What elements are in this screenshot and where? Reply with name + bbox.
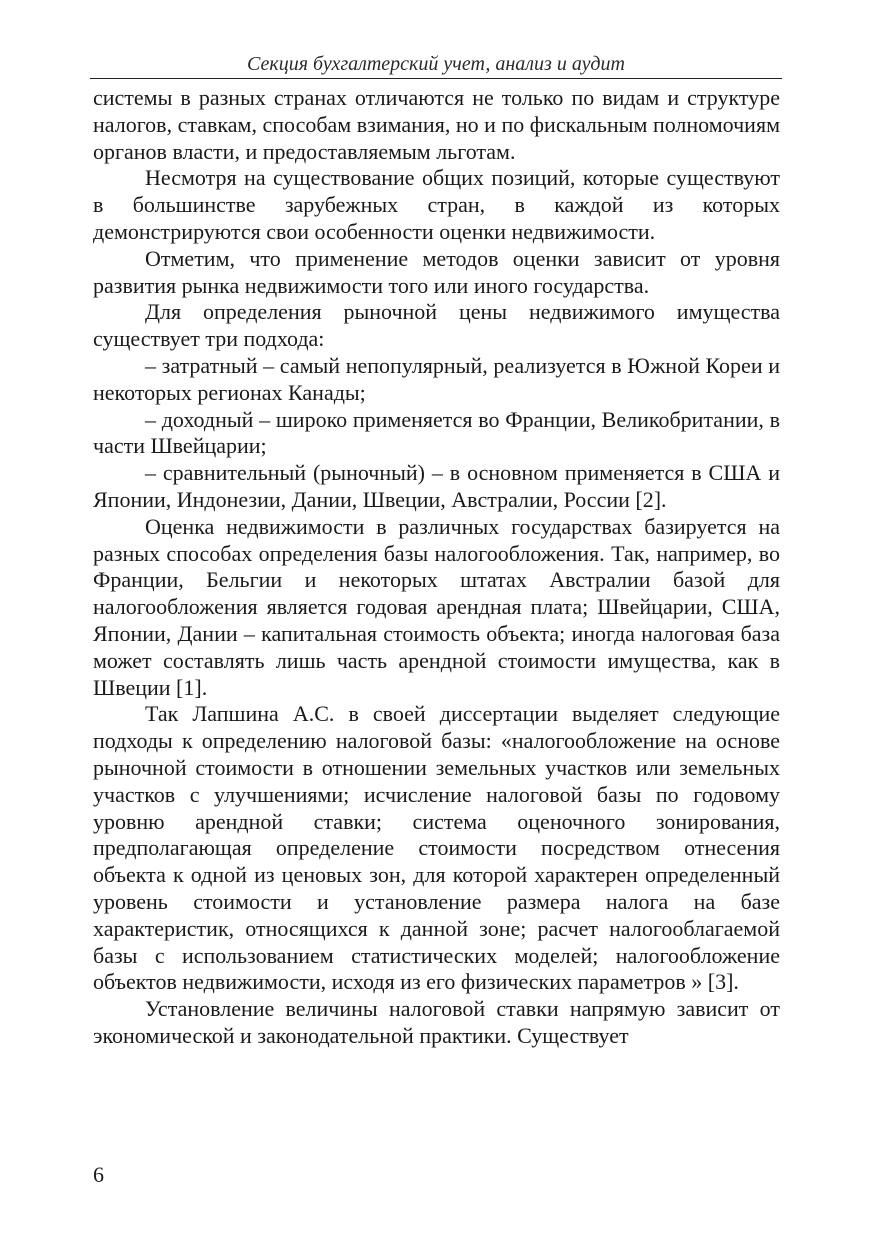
list-item-cost-approach: – затратный – самый непопулярный, реализуется в Южной Кореи и некоторых регионах Канады;	[93, 352, 780, 405]
paragraph-continuation: системы в разных странах отличаются не только по видам и структуре налогов, ставкам, способам взимания, но и по фискальным полномочиям органов власти, и предоставляемым льготам.	[93, 85, 780, 164]
paragraph-tax-rate: Установление величины налоговой ставки напрямую зависит от экономической и законодательной практики. Существует	[93, 996, 780, 1048]
running-header: Секция бухгалтерский учет, анализ и аудит	[247, 53, 625, 75]
paragraph-three-approaches: Для определения рыночной цены недвижимого имущества существует три подхода:	[93, 299, 780, 352]
paragraph-tax-base-countries: Оценка недвижимости в различных государствах базируется на разных способах определения базы налогообложения. Так, например, во Франции, Бельгии и некоторых штатах Австралии базой для налогообложения является годовая арендная плата; Швейцарии, США, Японии, Дании – капитальная стоимость объекта; иногда налоговая база может составлять лишь часть арендной стоимости имущества, как в Швеции [1].	[93, 513, 780, 700]
page-number: 6	[93, 1162, 104, 1187]
header-rule	[90, 78, 782, 79]
paragraph-lapshina-quote: Так Лапшина А.С. в своей диссертации выделяет следующие подходы к определению налоговой базы: «налогообложение на основе рыночной стоимости в отношении земельных участков или земельных участков с улучшениями; исчисление налоговой базы по годовому уровню арендной ставки; система оценочного зонирования, предполагающая определение стоимости посредством отнесения объекта к одной из ценовых зон, для которой характерен определенный уровень стоимости и установление размера налога на базе характеристик, относящихся к данной зоне; расчет налогооблагаемой базы с использованием статистических моделей; налогообложение объектов недвижимости, исходя из его физических параметров » [3].	[93, 701, 780, 995]
list-item-comparative-approach: – сравнительный (рыночный) – в основном применяется в США и Японии, Индонезии, Дании, Швеции, Австралии, России [2].	[93, 460, 780, 512]
body-text	[93, 85, 780, 1050]
paragraph-valuation-methods: Отметим, что применение методов оценки зависит от уровня развития рынка недвижимости того или иного государства.	[93, 245, 780, 298]
paragraph-common-positions: Несмотря на существование общих позиций, которые существуют в большинстве зарубежных стран, в каждой из которых демонстрируются свои особенности оценки недвижимости.	[93, 165, 780, 244]
list-item-income-approach: – доходный – широко применяется во Франции, Великобритании, в части Швейцарии;	[93, 406, 780, 459]
